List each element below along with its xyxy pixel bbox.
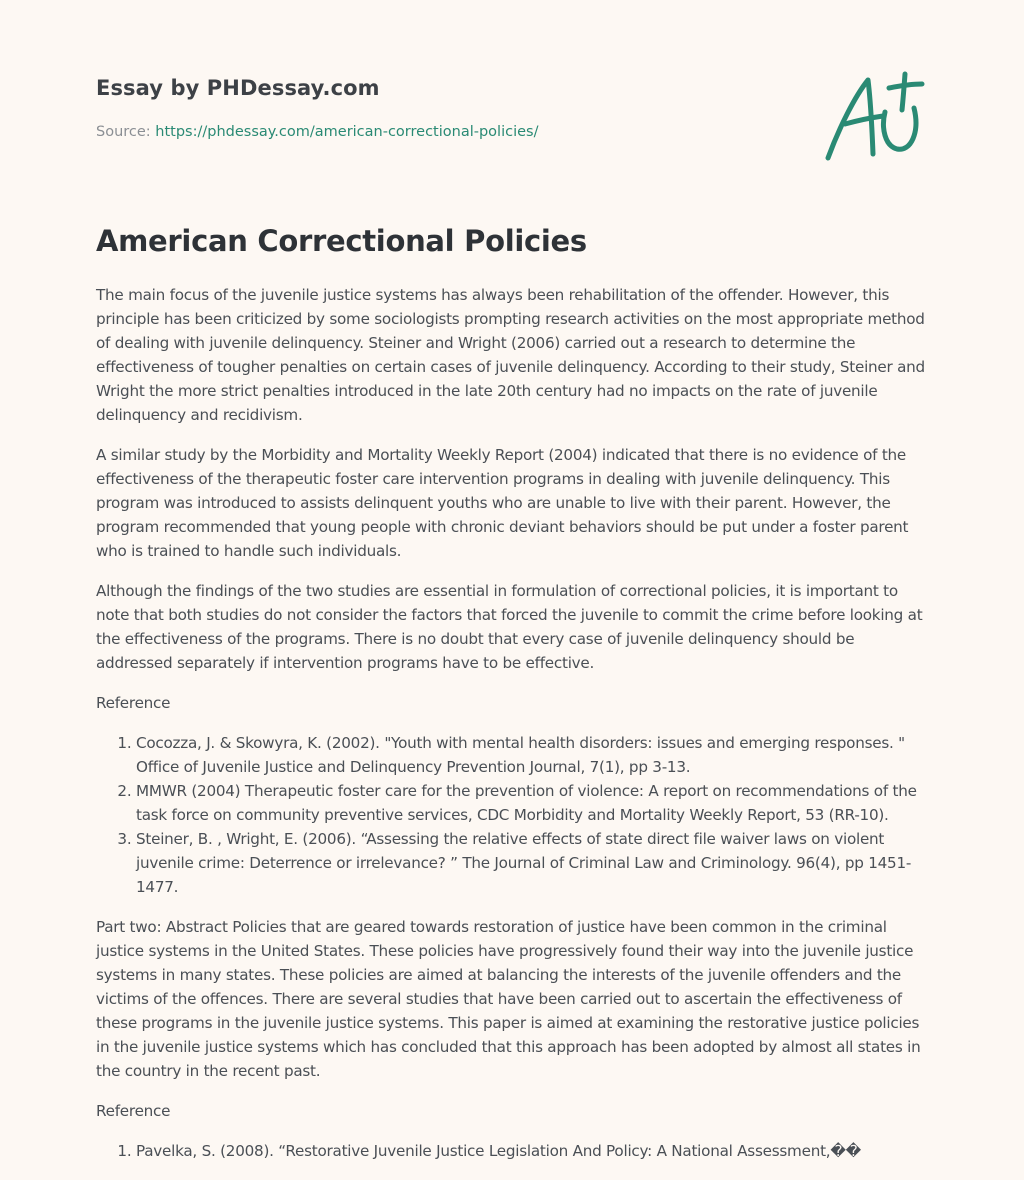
reference-item: 1. Pavelka, S. (2008). “Restorative Juvenile Justice Legislation And Policy: A National Assessment,�� (136, 1139, 928, 1163)
reference-heading: Reference (96, 694, 171, 712)
source-link[interactable]: https://phdessay.com/american-correctional-policies/ (155, 124, 539, 140)
paragraph: A similar study by the Morbidity and Mortality Weekly Report (2004) indicated that there is no evidence of the effectiveness of the therapeutic foster care intervention programs in dealing with juvenile delinquency. This program was introduced to assists delinquent youths who are unable to live with their parent. However, the program recommended that young people with chronic deviant behaviors should be put under a foster parent who is trained to handle such individuals. (96, 446, 909, 560)
paragraph-part-two: Part two: Abstract Policies that are geared towards restoration of justice have been common in the criminal justice systems in the United States. These policies have progressively found their way into the juvenile justice systems in many states. These policies are aimed at balancing the interests of the juvenile offenders and the victims of the offences. There are several studies that have been carried out to ascertain the effectiveness of these programs in the juvenile justice systems. This paper is aimed at examining the restorative justice policies in the juvenile justice systems which has concluded that this approach has been adopted by almost all states in the country in the recent past. (96, 918, 921, 1080)
a-plus-logo-icon (821, 66, 931, 166)
source-line (96, 124, 538, 140)
site-brand: Essay by PHDessay.com (96, 76, 380, 100)
reference-heading: Reference (96, 1102, 171, 1120)
article-title: American Correctional Policies (96, 224, 587, 258)
paragraph: The main focus of the juvenile justice systems has always been rehabilitation of the offender. However, this principle has been criticized by some sociologists prompting research activities on the most appropriate method of dealing with juvenile delinquency. Steiner and Wright (2006) carried out a research to determine the effectiveness of tougher penalties on certain cases of juvenile delinquency. According to their study, Steiner and Wright the more strict penalties introduced in the late 20th century had no impacts on the rate of juvenile delinquency and recidivism. (96, 286, 925, 424)
article-body (96, 283, 928, 1179)
reference-item: 1. Cocozza, J. & Skowyra, K. (2002). "Youth with mental health disorders: issues and emerging responses. " Office of Juvenile Justice and Delinquency Prevention Journal, 7(1), pp 3-13. (136, 731, 928, 779)
reference-item: 2. MMWR (2004) Therapeutic foster care for the prevention of violence: A report on recommendations of the task force on community preventive services, CDC Morbidity and Mortality Weekly Report, 53 (RR-10). (136, 779, 928, 827)
reference-list (96, 1139, 928, 1163)
reference-item: 3. Steiner, B. , Wright, E. (2006). “Assessing the relative effects of state direct file waiver laws on violent juvenile crime: Deterrence or irrelevance? ” The Journal of Criminal Law and Criminology. 96(4), pp 1451-1477. (136, 827, 928, 899)
reference-list (96, 731, 928, 899)
paragraph: Although the findings of the two studies are essential in formulation of correctional policies, it is important to note that both studies do not consider the factors that forced the juvenile to commit the crime before looking at the effectiveness of the programs. There is no doubt that every case of juvenile delinquency should be addressed separately if intervention programs have to be effective. (96, 582, 923, 672)
source-label: Source: (96, 124, 156, 140)
